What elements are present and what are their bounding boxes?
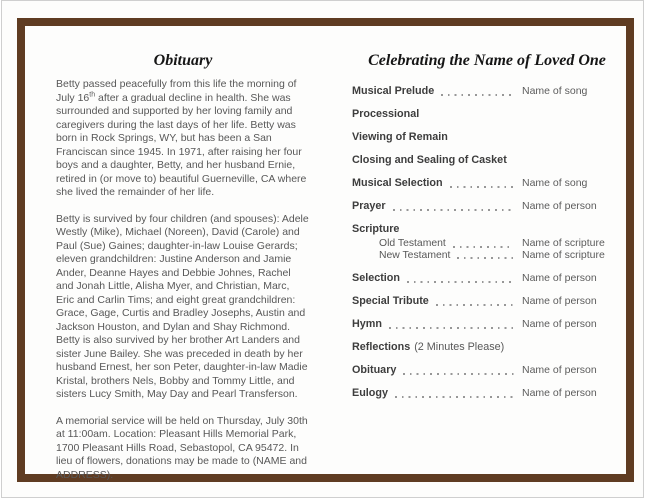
leader-dots [441, 85, 514, 98]
service-row-value: Name of person [522, 200, 597, 212]
service-row-prayer [352, 200, 622, 213]
leader-dots [450, 177, 514, 190]
scripture-subrow-old-testament [379, 238, 622, 250]
service-row-label: Processional [352, 108, 420, 120]
subrow-value: Name of scripture [522, 237, 605, 249]
leader-dots [389, 318, 514, 331]
service-row-value: Name of song [522, 177, 588, 189]
service-row-label: Prayer [352, 200, 386, 212]
leader-dots [457, 250, 514, 262]
obituary-paragraph-3: A memorial service will be held on Thursday, July 30th at 11:00am. Location: Pleasant Hills Memorial Park, 1700 Pleasant Hills Road, Sebastopol, CA 95472. In lieu of flowers, donations may be made to (NAME and ADDRESS). [56, 414, 308, 481]
service-row-label: Special Tribute [352, 295, 429, 308]
service-row-obituary [352, 364, 622, 377]
service-row-value: Name of person [522, 295, 597, 308]
service-row-value: Name of person [522, 387, 597, 400]
obituary-title: Obituary [153, 52, 213, 69]
leader-dots [453, 238, 514, 250]
service-row-musical-selection [352, 177, 622, 190]
service-row-special-tribute [352, 295, 622, 308]
service-row-label: Closing and Sealing of Casket [352, 154, 507, 166]
leader-dots [395, 387, 514, 400]
service-row-label: Scripture [352, 223, 400, 235]
service-title: Celebrating the Name of Loved One [368, 52, 606, 69]
leader-dots [403, 364, 514, 377]
obituary-column [56, 51, 310, 495]
service-row-reflections [352, 341, 622, 354]
service-row-processional [352, 108, 622, 121]
leader-dots [436, 295, 514, 308]
obituary-paragraph-1 [56, 78, 310, 200]
service-row-label: Selection [352, 272, 401, 285]
service-row-label: Reflections [352, 341, 411, 354]
obituary-paragraph-2: Betty is survived by four children (and spouses): Adele Westly (Mike), Michael (Noreen), David (Carole) and Paul (Sue) Gaines; daughter-in-law Louise Gerards; eleven grandchildren: Justine Anderson and Jamie Ander, Deanne Hayes and Debbie Johnes, Rachel and Jonah Little, Alisha Myer, and Christian, Marc, Eric and Carlin Tims; and eight great grandchildren: Grace, Gage, Curtis and Bradley Josephs, Austin and Jackson Houston, and Dylan and Shay Richmond. Betty is also survived by her brother Art Landers and sister June Bailey. She was preceded in death by her husband Ernest, her son Peter, daughter-in-law Madie Kristal, brothers Nels, Bobby and Tommy Little, and sisters Lucy Smith, May Day and Pearl Transferson. [56, 212, 309, 400]
superscript-th: th [89, 91, 96, 98]
subrow-label: Old Testament [379, 238, 446, 249]
leader-dots [407, 272, 514, 285]
service-group-scripture [352, 223, 622, 261]
service-row-scripture [352, 223, 622, 236]
service-row-hymn [352, 318, 622, 331]
obituary-paragraph-1-text: Betty passed peacefully from this life the morning of July 16 [56, 78, 297, 104]
service-row-viewing-of-remain [352, 131, 622, 144]
service-row-selection [352, 272, 622, 285]
subrow-label: New Testament [379, 249, 451, 261]
service-row-label: Musical Prelude [352, 85, 435, 97]
service-row-label: Musical Selection [352, 177, 443, 189]
service-row-closing-and-sealing [352, 154, 622, 167]
service-row-value: Name of person [522, 272, 597, 285]
obituary-paragraph-1-continued: after a gradual decline in health. She was surrounded and supported by her loving family and caregivers during the last days of her life. Betty was born in Rock Springs, WY, but has been a San Franciscan since 1945. In 1971, after raising her four boys and a daughter, Betty, and her husband Ernie, retired in (or move to) beautiful Guerneville, CA where she lived the remainder of her life. [56, 91, 307, 198]
service-row-value: Name of song [522, 85, 588, 97]
service-row-musical-prelude [352, 85, 622, 98]
leader-dots [393, 200, 514, 213]
subrow-value: Name of scripture [522, 248, 605, 261]
service-row-eulogy [352, 387, 622, 400]
service-row-label: Hymn [352, 318, 382, 331]
service-row-label: Eulogy [352, 387, 388, 400]
service-row-value: Name of person [522, 364, 597, 377]
service-row-value: Name of person [522, 318, 597, 331]
service-row-label: Obituary [352, 364, 397, 377]
scripture-subrow-new-testament [379, 250, 622, 262]
service-column [352, 51, 622, 410]
service-row-note: (2 Minutes Please) [414, 341, 505, 354]
service-row-label: Viewing of Remain [352, 131, 448, 143]
